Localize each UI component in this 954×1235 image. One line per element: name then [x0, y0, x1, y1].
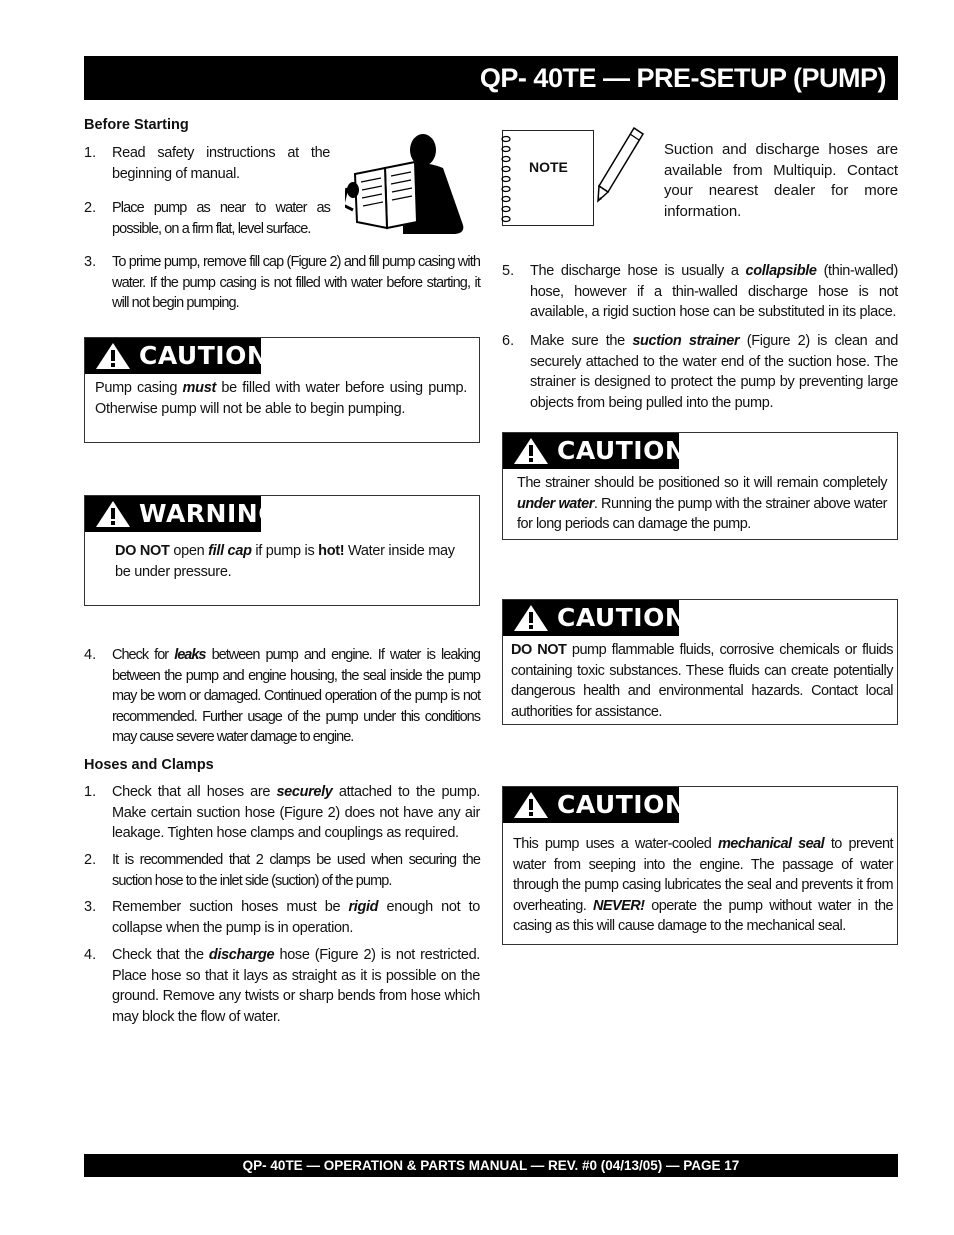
bold-text: DO NOT: [115, 543, 170, 559]
text-run: if pump is: [251, 543, 319, 559]
note-pad-icon: [502, 130, 594, 226]
item-number: 3.: [84, 899, 97, 915]
caution-text: [513, 834, 893, 937]
warning-box: [84, 495, 480, 606]
caution-label: CAUTION: [139, 341, 269, 370]
caution-label: CAUTION: [557, 436, 687, 465]
caution-label-tag: [503, 787, 687, 823]
caution-text: [95, 378, 467, 419]
text-run: open: [169, 543, 209, 559]
emphasis: NEVER!: [592, 897, 645, 914]
warning-text: [115, 541, 455, 582]
caution-label-tag: [503, 433, 687, 469]
warning-triangle-icon: [513, 437, 549, 465]
caution-box: [502, 599, 898, 725]
emphasis: mechanical seal: [717, 836, 825, 852]
bold-text: hot!: [318, 543, 345, 559]
item-text: Place pump as near to water as possible, on a firm flat, level surface.: [112, 200, 330, 237]
item-text: [530, 261, 898, 323]
text-run: pump flammable fluids, corrosive chemicals or fluids containing toxic substances. These fluids can create potentially dangerous health and environmental hazards. Contact local authorities for assistance.: [511, 642, 894, 720]
item-number: 4.: [84, 947, 97, 963]
caution-text: [517, 473, 887, 535]
item-number: 4.: [84, 647, 97, 663]
text-run: Water inside may be under pressure.: [115, 543, 455, 580]
bold-text: DO NOT: [511, 642, 567, 658]
person-reading-manual-icon: [345, 130, 470, 235]
item-number: 2.: [84, 852, 97, 868]
text-run: The strainer should be positioned so it will remain completely: [517, 475, 887, 491]
text-run: hose (Figure 2) is not restricted. Place hose so that it lays as straight as it is possible on the ground. Remove any twists or sharp bends from hose which may block the flow of water.: [112, 947, 480, 1025]
text-run: to prevent water from seeping into the engine. The passage of water through the pump casing lubricates the seal and prevents it from overheating.: [513, 836, 893, 914]
warning-triangle-icon: [95, 342, 131, 370]
emphasis: discharge: [208, 947, 275, 963]
warning-label-tag: [85, 496, 280, 532]
text-run: Check that the: [112, 947, 209, 963]
text-run: enough not to collapse when the pump is in operation.: [112, 899, 480, 936]
item-number: 1.: [84, 145, 97, 161]
spiral-binding-icon: [499, 135, 513, 225]
item-number: 3.: [84, 254, 97, 270]
emphasis: must: [182, 380, 216, 396]
item-number: 5.: [502, 263, 515, 279]
item-text: [112, 945, 480, 1027]
caution-label: CAUTION: [557, 603, 687, 632]
text-run: . Running the pump with the strainer above water for long periods can damage the pump.: [517, 495, 887, 532]
item-text: [530, 331, 898, 413]
hoses-heading: Hoses and Clamps: [84, 757, 214, 773]
emphasis: collapsible: [745, 263, 817, 279]
emphasis: suction strainer: [632, 333, 740, 349]
text-run: The discharge hose is usually a: [530, 263, 746, 279]
item-text: [112, 782, 480, 844]
text-run: operate the pump without water in the casing as this will cause damage to the mechanical seal.: [513, 897, 894, 934]
text-run: Check for: [112, 647, 175, 663]
text-run: (Figure 2) is clean and securely attached to the water end of the suction hose. The strainer is designed to protect the pump by preventing large objects from being pulled into the pump.: [530, 333, 898, 411]
text-run: between pump and engine. If water is leaking between the pump and engine housing, the seal inside the pump may be worn or damaged. Continued operation of the pump is not recommended. Further usage of the pump under this conditions may cause severe water damage to engine.: [112, 647, 480, 745]
item-text: It is recommended that 2 clamps be used when securing the suction hose to the inlet side (suction) of the pump.: [112, 852, 480, 889]
text-run: This pump uses a water-cooled: [513, 836, 718, 852]
caution-box: [502, 786, 898, 945]
item-number: 2.: [84, 200, 97, 216]
item-text: [112, 897, 480, 938]
page-footer: QP- 40TE — OPERATION & PARTS MANUAL — REV. #0 (04/13/05) — PAGE 17: [84, 1154, 898, 1177]
warning-triangle-icon: [513, 791, 549, 819]
text-run: Check that all hoses are: [112, 784, 277, 800]
text-run: Make sure the: [530, 333, 633, 349]
warning-label: WARNING: [139, 499, 280, 528]
caution-box: [84, 337, 480, 443]
pencil-icon: [596, 126, 646, 204]
warning-triangle-icon: [513, 604, 549, 632]
caution-label-tag: [503, 600, 687, 636]
item-text: To prime pump, remove fill cap (Figure 2) and fill pump casing with water. If the pump casing is not filled with water before starting, it will not begin pumping.: [112, 254, 480, 311]
caution-text: [511, 640, 893, 722]
emphasis: under water: [517, 495, 594, 512]
emphasis: securely: [276, 784, 333, 800]
item-text: [112, 645, 480, 748]
before-starting-heading: Before Starting: [84, 117, 189, 133]
text-run: Pump casing: [95, 380, 183, 396]
warning-triangle-icon: [95, 500, 131, 528]
text-run: Remember suction hoses must be: [112, 899, 349, 915]
note-label: NOTE: [529, 159, 568, 175]
item-number: 6.: [502, 333, 515, 349]
text-run: be filled with water before using pump. Otherwise pump will not be able to begin pumping.: [95, 380, 467, 417]
note-text: Suction and discharge hoses are available from Multiquip. Contact your nearest dealer for more information.: [664, 141, 898, 220]
text-run: attached to the pump. Make certain suction hose (Figure 2) does not have any air leakage. Tighten hose clamps and couplings as required.: [112, 784, 480, 841]
emphasis: leaks: [174, 647, 206, 663]
emphasis: fill cap: [208, 543, 252, 559]
text-run: (thin-walled) hose, however if a thin-walled discharge hose is not available, a rigid suction hose can be substituted in its place.: [530, 263, 898, 320]
emphasis: rigid: [348, 899, 379, 915]
caution-box: [502, 432, 898, 540]
page-title: QP- 40TE — PRE-SETUP (PUMP): [479, 63, 886, 93]
page-header-bar: [84, 56, 898, 100]
caution-label-tag: [85, 338, 269, 374]
item-text: Read safety instructions at the beginning of manual.: [112, 145, 330, 182]
caution-label: CAUTION: [557, 790, 687, 819]
item-number: 1.: [84, 784, 97, 800]
